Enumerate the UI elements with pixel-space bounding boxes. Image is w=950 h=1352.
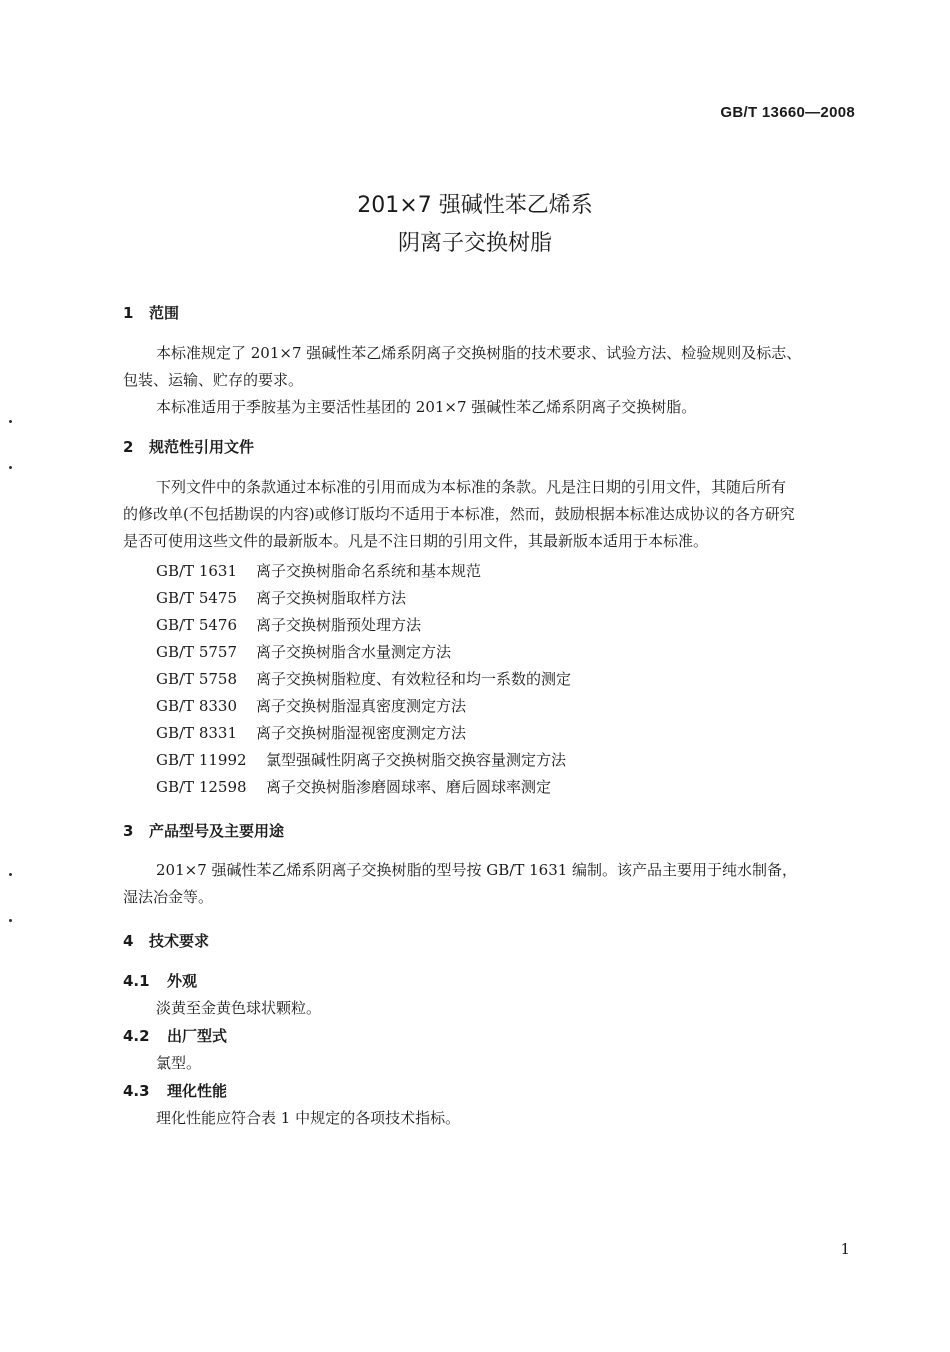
page-number: 1 [840, 1240, 850, 1258]
reference-code: GB/T 1631 [156, 562, 238, 580]
refs-intro-line2: 的修改单(不包括勘误的内容)或修订版均不适用于本标准，然而，鼓励根据本标准达成协议的各方研究 [123, 505, 795, 523]
scan-mark [9, 466, 12, 469]
reference-code: GB/T 8331 [156, 724, 238, 742]
subsection-number: 4.3 [123, 1082, 150, 1100]
section-2-heading [123, 436, 254, 457]
section-number: 1 [123, 304, 134, 322]
standard-code: GB/T 13660—2008 [720, 104, 855, 121]
document-title-line1: 201×7 强碱性苯乙烯系 [357, 193, 593, 218]
reference-title: 离子交换树脂渗磨圆球率、磨后圆球率测定 [266, 778, 552, 796]
scope-para1-line2: 包装、运输、贮存的要求。 [123, 371, 304, 389]
scan-mark [9, 873, 12, 876]
section-number: 2 [123, 438, 134, 456]
refs-intro-line3: 是否可使用这些文件的最新版本。凡是不注日期的引用文件，其最新版本适用于本标准。 [123, 532, 709, 550]
section-title: 产品型号及主要用途 [149, 822, 285, 840]
reference-item [156, 695, 466, 716]
subsection-4-3-heading [123, 1080, 227, 1101]
reference-code: GB/T 5758 [156, 670, 238, 688]
section-title: 技术要求 [149, 932, 210, 950]
reference-code: GB/T 5757 [156, 643, 238, 661]
reference-code: GB/T 12598 [156, 778, 247, 796]
subsection-4-1-heading [123, 970, 197, 991]
product-model-line1: 201×7 强碱性苯乙烯系阴离子交换树脂的型号按 GB/T 1631 编制。该产品主要用于纯水制备， [156, 861, 798, 879]
section-3-heading [123, 820, 284, 841]
reference-title: 离子交换树脂粒度、有效粒径和均一系数的测定 [256, 670, 572, 688]
subsection-number: 4.2 [123, 1027, 150, 1045]
refs-intro-line1: 下列文件中的条款通过本标准的引用而成为本标准的条款。凡是注日期的引用文件，其随后所有 [156, 478, 787, 496]
reference-code: GB/T 8330 [156, 697, 238, 715]
reference-title: 离子交换树脂预处理方法 [256, 616, 422, 634]
section-1-heading [123, 302, 179, 323]
scope-para2: 本标准适用于季胺基为主要活性基团的 201×7 强碱性苯乙烯系阴离子交换树脂。 [156, 398, 697, 416]
reference-code: GB/T 5476 [156, 616, 238, 634]
section-number: 4 [123, 932, 134, 950]
ex-factory-text: 氯型。 [156, 1054, 202, 1072]
appearance-text: 淡黄至金黄色球状颗粒。 [156, 999, 322, 1017]
document-title-line2: 阴离子交换树脂 [397, 231, 552, 256]
reference-title: 离子交换树脂含水量测定方法 [256, 643, 452, 661]
subsection-title: 外观 [167, 972, 198, 990]
subsection-number: 4.1 [123, 972, 150, 990]
reference-item [156, 749, 566, 770]
reference-code: GB/T 5475 [156, 589, 238, 607]
section-title: 规范性引用文件 [149, 438, 255, 456]
reference-item [156, 776, 551, 797]
reference-item [156, 641, 451, 662]
reference-title: 离子交换树脂湿真密度测定方法 [256, 697, 467, 715]
scope-para1-line1: 本标准规定了 201×7 强碱性苯乙烯系阴离子交换树脂的技术要求、试验方法、检验规则及标志、 [156, 344, 802, 362]
section-title: 范围 [149, 304, 180, 322]
reference-title: 离子交换树脂命名系统和基本规范 [256, 562, 482, 580]
section-number: 3 [123, 822, 134, 840]
reference-item [156, 587, 406, 608]
section-4-heading [123, 930, 209, 951]
reference-code: GB/T 11992 [156, 751, 247, 769]
reference-title: 离子交换树脂湿视密度测定方法 [256, 724, 467, 742]
physchem-text: 理化性能应符合表 1 中规定的各项技术指标。 [156, 1109, 461, 1127]
reference-item [156, 668, 571, 689]
reference-title: 氯型强碱性阴离子交换树脂交换容量测定方法 [266, 751, 567, 769]
subsection-4-2-heading [123, 1025, 227, 1046]
reference-title: 离子交换树脂取样方法 [256, 589, 407, 607]
subsection-title: 出厂型式 [167, 1027, 228, 1045]
reference-item [156, 722, 466, 743]
scan-mark [9, 420, 12, 423]
subsection-title: 理化性能 [167, 1082, 228, 1100]
reference-item [156, 614, 421, 635]
scan-mark [9, 919, 12, 922]
product-model-line2: 湿法冶金等。 [123, 888, 214, 906]
reference-item [156, 560, 481, 581]
